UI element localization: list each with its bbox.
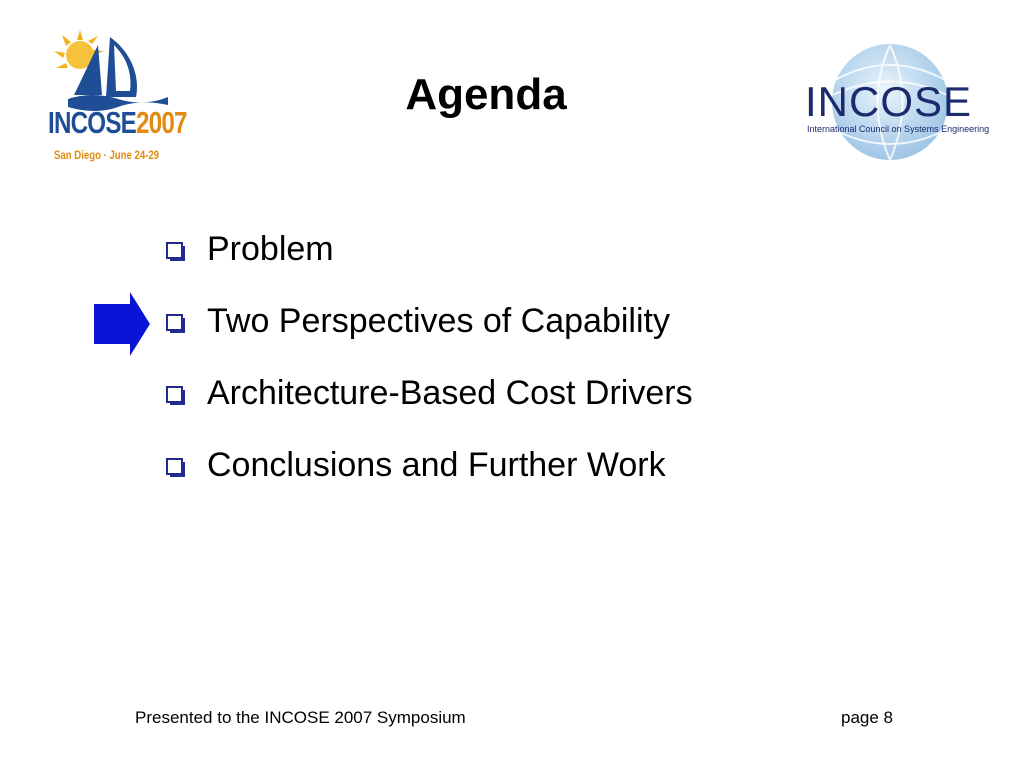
checkbox-icon [166, 386, 185, 405]
arrow-right-icon [94, 292, 150, 356]
checkbox-icon [166, 458, 185, 477]
agenda-item-label: Conclusions and Further Work [207, 446, 666, 484]
agenda-item-conclusions [160, 446, 693, 518]
incose-subtitle: International Council on Systems Engineering [807, 124, 990, 134]
agenda-list [160, 230, 693, 518]
logo-tagline: San Diego · June 24-29 [54, 148, 160, 162]
footer-page-number: page 8 [841, 708, 893, 727]
incose-2007-wordmark [48, 105, 187, 141]
agenda-item-label: Two Perspectives of Capability [207, 302, 670, 340]
incose-logo [795, 40, 990, 165]
agenda-item-two-perspectives [160, 302, 693, 374]
brand-main: INCOSE [48, 105, 137, 140]
agenda-item-problem [160, 230, 693, 302]
checkbox-icon [166, 314, 185, 333]
incose-wordmark: INCOSE [805, 78, 973, 125]
slide-title: Agenda [405, 70, 567, 119]
agenda-item-label: Architecture-Based Cost Drivers [207, 374, 693, 412]
checkbox-icon [166, 242, 185, 261]
incose-2007-logo [40, 25, 187, 175]
agenda-item-cost-drivers [160, 374, 693, 446]
footer-presented-text: Presented to the INCOSE 2007 Symposium [135, 708, 466, 727]
brand-year: 2007 [136, 105, 187, 140]
current-item-arrow [94, 292, 150, 356]
agenda-item-label: Problem [207, 230, 334, 268]
